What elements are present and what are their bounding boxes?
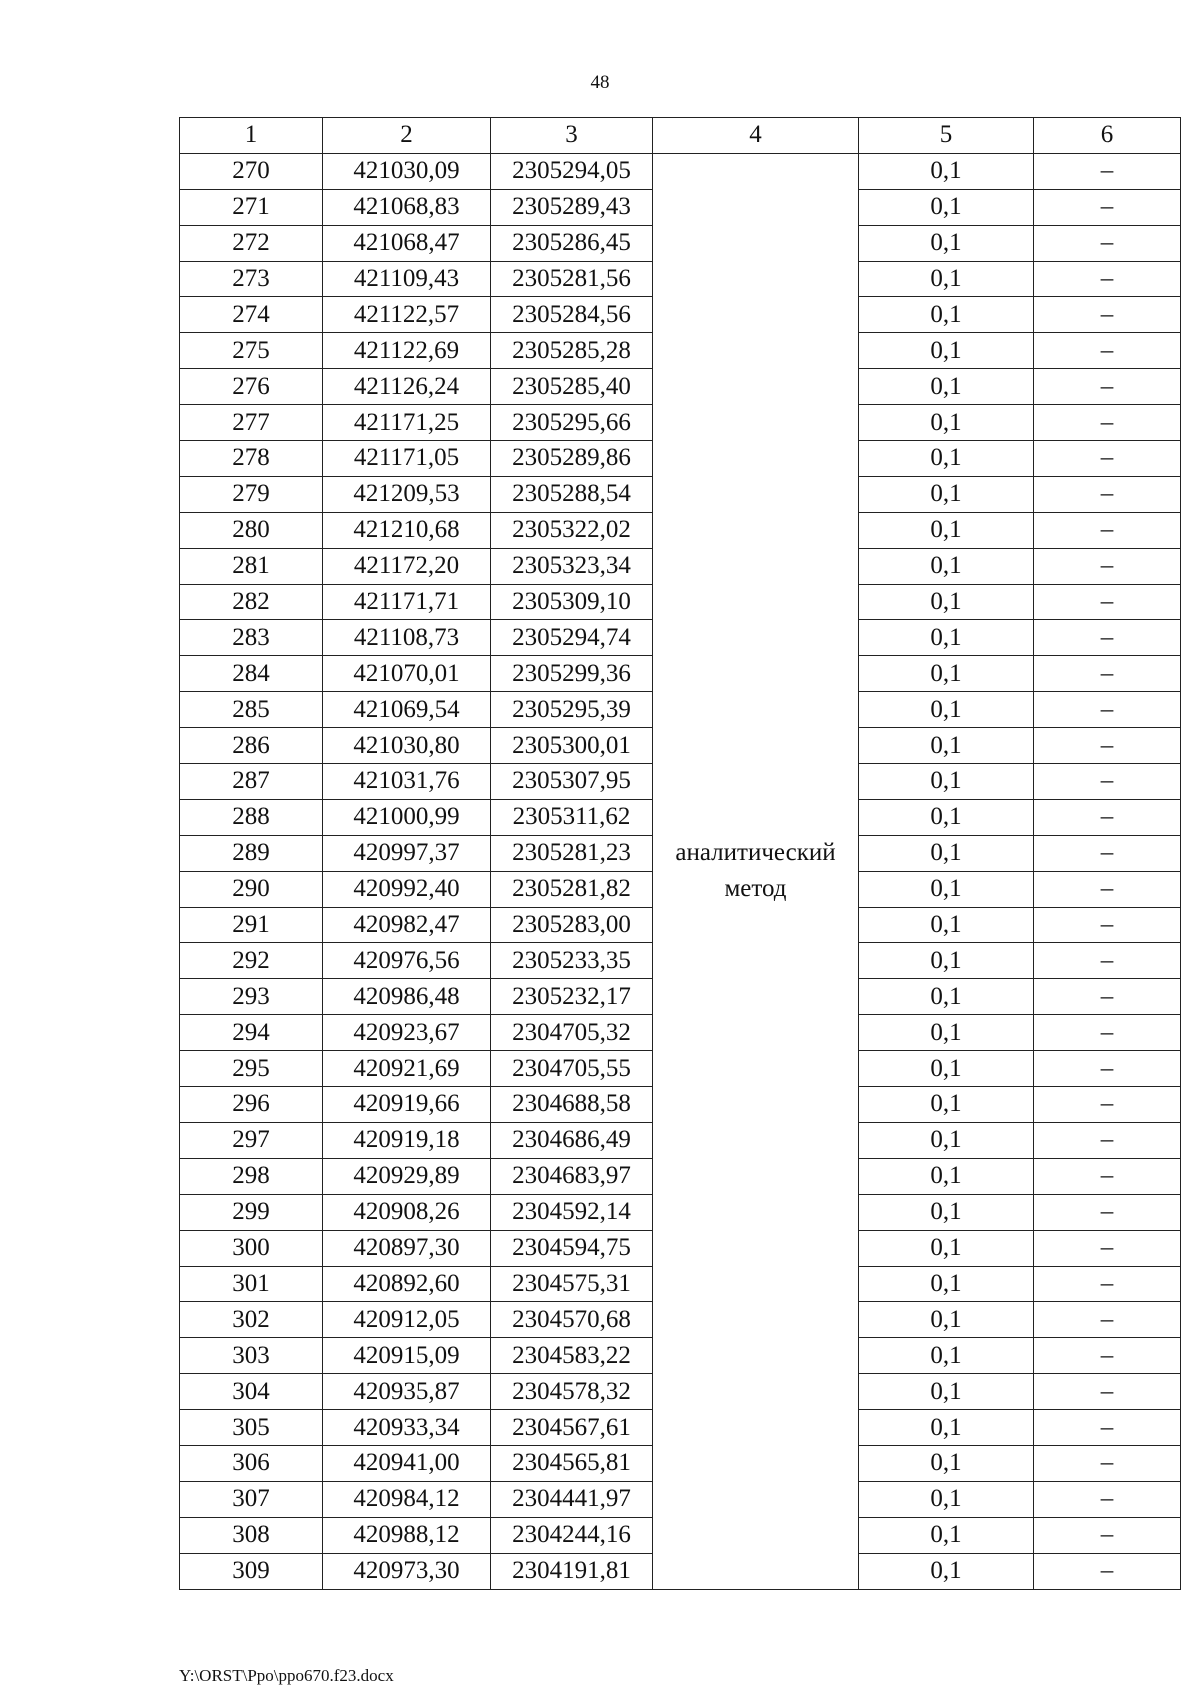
x-coordinate-cell: 420935,87 [323,1374,491,1410]
y-coordinate-cell: 2305285,40 [491,369,653,405]
accuracy-cell: 0,1 [859,620,1034,656]
note-cell: – [1034,1230,1181,1266]
y-coordinate-cell: 2305233,35 [491,943,653,979]
x-coordinate-cell: 420933,34 [323,1410,491,1446]
note-cell: – [1034,189,1181,225]
accuracy-cell: 0,1 [859,512,1034,548]
point-number-cell: 278 [180,441,323,477]
accuracy-cell: 0,1 [859,1410,1034,1446]
method-cell: аналитический метод [653,153,859,1589]
note-cell: – [1034,512,1181,548]
accuracy-cell: 0,1 [859,1051,1034,1087]
point-number-cell: 280 [180,512,323,548]
accuracy-cell: 0,1 [859,799,1034,835]
point-number-cell: 294 [180,1015,323,1051]
point-number-cell: 288 [180,799,323,835]
note-cell: – [1034,548,1181,584]
accuracy-cell: 0,1 [859,297,1034,333]
y-coordinate-cell: 2305300,01 [491,728,653,764]
note-cell: – [1034,1266,1181,1302]
point-number-cell: 305 [180,1410,323,1446]
note-cell: – [1034,835,1181,871]
note-cell: – [1034,1481,1181,1517]
point-number-cell: 306 [180,1445,323,1481]
y-coordinate-cell: 2304567,61 [491,1410,653,1446]
column-header: 1 [180,118,323,154]
accuracy-cell: 0,1 [859,1122,1034,1158]
accuracy-cell: 0,1 [859,1445,1034,1481]
x-coordinate-cell: 421070,01 [323,656,491,692]
note-cell: – [1034,225,1181,261]
point-number-cell: 282 [180,584,323,620]
x-coordinate-cell: 421171,25 [323,405,491,441]
note-cell: – [1034,584,1181,620]
x-coordinate-cell: 420923,67 [323,1015,491,1051]
x-coordinate-cell: 421068,83 [323,189,491,225]
column-header: 3 [491,118,653,154]
table-header-row [180,118,1181,154]
note-cell: – [1034,1517,1181,1553]
y-coordinate-cell: 2305294,05 [491,153,653,189]
y-coordinate-cell: 2304575,31 [491,1266,653,1302]
y-coordinate-cell: 2305299,36 [491,656,653,692]
accuracy-cell: 0,1 [859,1302,1034,1338]
x-coordinate-cell: 421030,80 [323,728,491,764]
note-cell: – [1034,1194,1181,1230]
column-header: 5 [859,118,1034,154]
accuracy-cell: 0,1 [859,1015,1034,1051]
y-coordinate-cell: 2304244,16 [491,1517,653,1553]
accuracy-cell: 0,1 [859,261,1034,297]
table-row [180,153,1181,189]
x-coordinate-cell: 421122,69 [323,333,491,369]
x-coordinate-cell: 420912,05 [323,1302,491,1338]
accuracy-cell: 0,1 [859,979,1034,1015]
point-number-cell: 290 [180,871,323,907]
accuracy-cell: 0,1 [859,441,1034,477]
accuracy-cell: 0,1 [859,656,1034,692]
note-cell: – [1034,1410,1181,1446]
x-coordinate-cell: 421122,57 [323,297,491,333]
coordinates-table [179,117,1181,1590]
x-coordinate-cell: 421210,68 [323,512,491,548]
x-coordinate-cell: 420997,37 [323,835,491,871]
x-coordinate-cell: 420941,00 [323,1445,491,1481]
note-cell: – [1034,476,1181,512]
x-coordinate-cell: 420919,66 [323,1087,491,1123]
accuracy-cell: 0,1 [859,871,1034,907]
column-header: 2 [323,118,491,154]
x-coordinate-cell: 421068,47 [323,225,491,261]
x-coordinate-cell: 420982,47 [323,907,491,943]
point-number-cell: 301 [180,1266,323,1302]
x-coordinate-cell: 420921,69 [323,1051,491,1087]
accuracy-cell: 0,1 [859,835,1034,871]
y-coordinate-cell: 2305311,62 [491,799,653,835]
note-cell: – [1034,1338,1181,1374]
x-coordinate-cell: 421171,05 [323,441,491,477]
point-number-cell: 271 [180,189,323,225]
accuracy-cell: 0,1 [859,1553,1034,1589]
x-coordinate-cell: 421108,73 [323,620,491,656]
point-number-cell: 304 [180,1374,323,1410]
x-coordinate-cell: 420988,12 [323,1517,491,1553]
y-coordinate-cell: 2305309,10 [491,584,653,620]
point-number-cell: 303 [180,1338,323,1374]
accuracy-cell: 0,1 [859,1517,1034,1553]
x-coordinate-cell: 420919,18 [323,1122,491,1158]
y-coordinate-cell: 2304191,81 [491,1553,653,1589]
note-cell: – [1034,297,1181,333]
accuracy-cell: 0,1 [859,333,1034,369]
note-cell: – [1034,871,1181,907]
note-cell: – [1034,764,1181,800]
point-number-cell: 307 [180,1481,323,1517]
x-coordinate-cell: 421000,99 [323,799,491,835]
accuracy-cell: 0,1 [859,476,1034,512]
y-coordinate-cell: 2304441,97 [491,1481,653,1517]
accuracy-cell: 0,1 [859,943,1034,979]
y-coordinate-cell: 2305283,00 [491,907,653,943]
note-cell: – [1034,620,1181,656]
point-number-cell: 277 [180,405,323,441]
y-coordinate-cell: 2305289,86 [491,441,653,477]
point-number-cell: 302 [180,1302,323,1338]
x-coordinate-cell: 420892,60 [323,1266,491,1302]
accuracy-cell: 0,1 [859,1481,1034,1517]
note-cell: – [1034,1445,1181,1481]
point-number-cell: 293 [180,979,323,1015]
y-coordinate-cell: 2304686,49 [491,1122,653,1158]
note-cell: – [1034,1087,1181,1123]
point-number-cell: 289 [180,835,323,871]
accuracy-cell: 0,1 [859,907,1034,943]
note-cell: – [1034,656,1181,692]
accuracy-cell: 0,1 [859,1266,1034,1302]
point-number-cell: 270 [180,153,323,189]
x-coordinate-cell: 420976,56 [323,943,491,979]
table-body [180,153,1181,1589]
note-cell: – [1034,692,1181,728]
note-cell: – [1034,979,1181,1015]
note-cell: – [1034,1302,1181,1338]
column-header: 6 [1034,118,1181,154]
accuracy-cell: 0,1 [859,1158,1034,1194]
y-coordinate-cell: 2304578,32 [491,1374,653,1410]
x-coordinate-cell: 421172,20 [323,548,491,584]
note-cell: – [1034,1051,1181,1087]
note-cell: – [1034,907,1181,943]
accuracy-cell: 0,1 [859,1230,1034,1266]
point-number-cell: 281 [180,548,323,584]
y-coordinate-cell: 2305288,54 [491,476,653,512]
y-coordinate-cell: 2305307,95 [491,764,653,800]
accuracy-cell: 0,1 [859,153,1034,189]
x-coordinate-cell: 420908,26 [323,1194,491,1230]
point-number-cell: 286 [180,728,323,764]
accuracy-cell: 0,1 [859,548,1034,584]
y-coordinate-cell: 2305281,56 [491,261,653,297]
point-number-cell: 284 [180,656,323,692]
y-coordinate-cell: 2305294,74 [491,620,653,656]
accuracy-cell: 0,1 [859,189,1034,225]
accuracy-cell: 0,1 [859,692,1034,728]
y-coordinate-cell: 2305281,23 [491,835,653,871]
y-coordinate-cell: 2304570,68 [491,1302,653,1338]
x-coordinate-cell: 421109,43 [323,261,491,297]
x-coordinate-cell: 420897,30 [323,1230,491,1266]
y-coordinate-cell: 2305284,56 [491,297,653,333]
note-cell: – [1034,1122,1181,1158]
accuracy-cell: 0,1 [859,728,1034,764]
accuracy-cell: 0,1 [859,225,1034,261]
point-number-cell: 308 [180,1517,323,1553]
accuracy-cell: 0,1 [859,1374,1034,1410]
x-coordinate-cell: 421069,54 [323,692,491,728]
y-coordinate-cell: 2304705,32 [491,1015,653,1051]
point-number-cell: 299 [180,1194,323,1230]
y-coordinate-cell: 2304688,58 [491,1087,653,1123]
note-cell: – [1034,1553,1181,1589]
accuracy-cell: 0,1 [859,1087,1034,1123]
point-number-cell: 287 [180,764,323,800]
note-cell: – [1034,1158,1181,1194]
y-coordinate-cell: 2304683,97 [491,1158,653,1194]
y-coordinate-cell: 2304592,14 [491,1194,653,1230]
y-coordinate-cell: 2305322,02 [491,512,653,548]
y-coordinate-cell: 2305295,39 [491,692,653,728]
y-coordinate-cell: 2305286,45 [491,225,653,261]
x-coordinate-cell: 420929,89 [323,1158,491,1194]
x-coordinate-cell: 421171,71 [323,584,491,620]
point-number-cell: 275 [180,333,323,369]
x-coordinate-cell: 421209,53 [323,476,491,512]
note-cell: – [1034,333,1181,369]
y-coordinate-cell: 2305285,28 [491,333,653,369]
y-coordinate-cell: 2304705,55 [491,1051,653,1087]
accuracy-cell: 0,1 [859,405,1034,441]
point-number-cell: 309 [180,1553,323,1589]
note-cell: – [1034,943,1181,979]
point-number-cell: 291 [180,907,323,943]
note-cell: – [1034,153,1181,189]
point-number-cell: 285 [180,692,323,728]
accuracy-cell: 0,1 [859,584,1034,620]
note-cell: – [1034,1374,1181,1410]
x-coordinate-cell: 420992,40 [323,871,491,907]
file-path-footer: Y:\ORST\Ppo\ppo670.f23.docx [179,1666,394,1685]
point-number-cell: 296 [180,1087,323,1123]
y-coordinate-cell: 2305281,82 [491,871,653,907]
point-number-cell: 295 [180,1051,323,1087]
point-number-cell: 274 [180,297,323,333]
note-cell: – [1034,799,1181,835]
point-number-cell: 279 [180,476,323,512]
x-coordinate-cell: 421030,09 [323,153,491,189]
note-cell: – [1034,441,1181,477]
y-coordinate-cell: 2304565,81 [491,1445,653,1481]
x-coordinate-cell: 420915,09 [323,1338,491,1374]
column-header: 4 [653,118,859,154]
note-cell: – [1034,405,1181,441]
x-coordinate-cell: 420973,30 [323,1553,491,1589]
y-coordinate-cell: 2305323,34 [491,548,653,584]
point-number-cell: 300 [180,1230,323,1266]
x-coordinate-cell: 420986,48 [323,979,491,1015]
y-coordinate-cell: 2304594,75 [491,1230,653,1266]
point-number-cell: 292 [180,943,323,979]
y-coordinate-cell: 2305289,43 [491,189,653,225]
x-coordinate-cell: 421126,24 [323,369,491,405]
point-number-cell: 297 [180,1122,323,1158]
note-cell: – [1034,728,1181,764]
point-number-cell: 276 [180,369,323,405]
accuracy-cell: 0,1 [859,1194,1034,1230]
y-coordinate-cell: 2305232,17 [491,979,653,1015]
point-number-cell: 272 [180,225,323,261]
accuracy-cell: 0,1 [859,1338,1034,1374]
note-cell: – [1034,1015,1181,1051]
page-number: 48 [590,72,610,93]
y-coordinate-cell: 2304583,22 [491,1338,653,1374]
x-coordinate-cell: 420984,12 [323,1481,491,1517]
note-cell: – [1034,369,1181,405]
accuracy-cell: 0,1 [859,764,1034,800]
y-coordinate-cell: 2305295,66 [491,405,653,441]
accuracy-cell: 0,1 [859,369,1034,405]
x-coordinate-cell: 421031,76 [323,764,491,800]
point-number-cell: 273 [180,261,323,297]
point-number-cell: 298 [180,1158,323,1194]
note-cell: – [1034,261,1181,297]
point-number-cell: 283 [180,620,323,656]
